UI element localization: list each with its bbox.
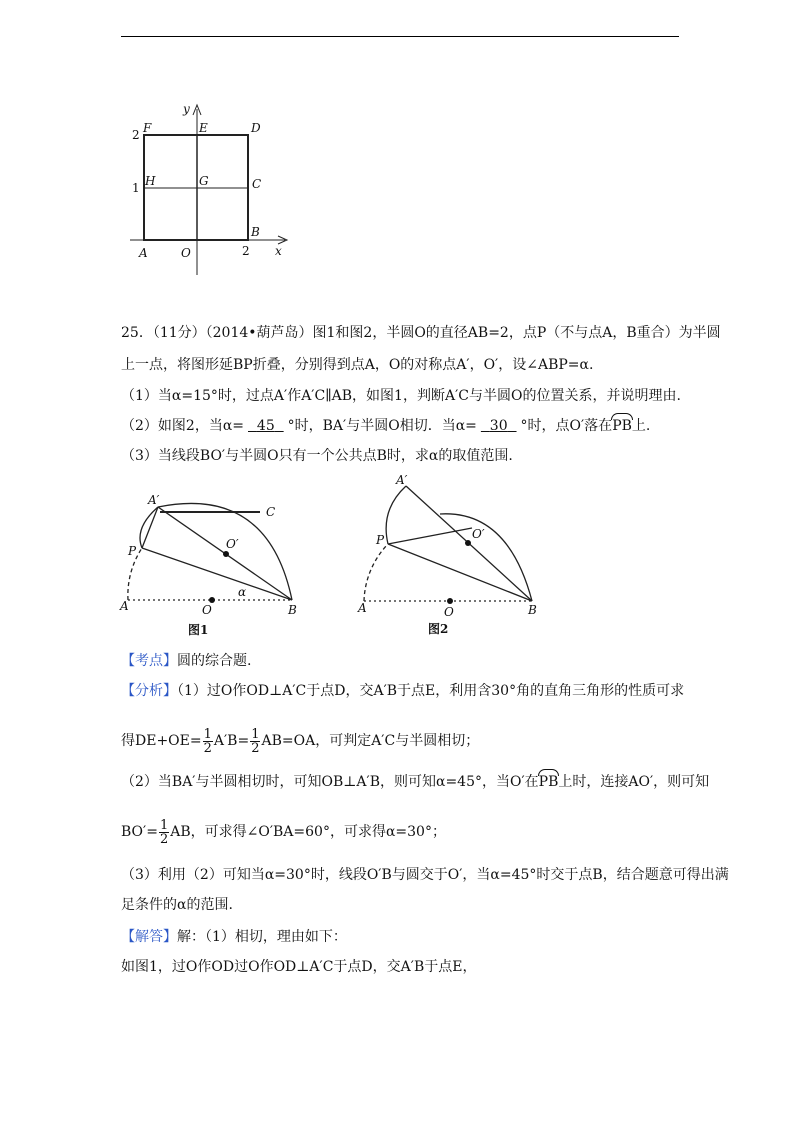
fenxi-line-4: [121, 818, 446, 846]
fenxi-line-5: （3）利用（2）可知当α=30°时，线段O′B与圆交于O′，当α=45°时交于点B，结合题意可得出满: [121, 867, 729, 883]
figure-1: [118, 490, 318, 640]
fraction-half-3: $\frac{1}{2}$: [159, 817, 169, 847]
fig2-caption: 图2: [428, 622, 449, 636]
answer-blank-2: 30: [489, 418, 508, 434]
fenxi-l2-a: 得DE+OE=: [121, 733, 202, 749]
fenxi-line-2: [121, 727, 479, 755]
fenxi-l3-a: （2）当BA′与半圆相切时，可知OB⊥A′B，则可知α=45°，当O′在: [121, 774, 539, 790]
tick-y-1: 1: [132, 181, 140, 195]
label-B: B: [251, 225, 260, 239]
tick-x-2: 2: [242, 244, 250, 258]
fig1-caption: 图1: [188, 623, 209, 637]
answer-blank-1: 45: [256, 418, 275, 434]
top-rule: [121, 36, 679, 37]
fenxi-line-6: 足条件的α的范围.: [121, 897, 233, 913]
fenxi-tag: 【分析】: [121, 683, 177, 699]
fig2-label-B: B: [528, 603, 537, 617]
jieda-tag: 【解答】: [121, 929, 177, 945]
figure-2: [348, 470, 548, 640]
x-axis-label: x: [275, 244, 282, 258]
fig1-label-C: C: [266, 505, 276, 519]
jieda-line-2: 如图1，过O作OD过O作OD⊥A′C于点D，交A′B于点E，: [121, 959, 477, 975]
kaodian-text: 圆的综合题.: [177, 653, 252, 669]
fig1-label-A: A: [120, 599, 129, 613]
q25-part2: [121, 416, 650, 436]
label-D: D: [251, 121, 261, 135]
fig1-label-O1: O′: [226, 537, 239, 551]
label-F: F: [143, 121, 152, 135]
kaodian-line: [121, 651, 251, 671]
q25-header-2: 上一点，将图形延BP折叠，分别得到点A，O的对称点A′，O′，设∠ABP=α.: [121, 357, 594, 373]
fenxi-l4-a: BO′=: [121, 824, 158, 840]
label-C: C: [252, 177, 262, 191]
y-axis-label: y: [183, 102, 190, 116]
arc-PB: PB: [612, 418, 632, 434]
kaodian-tag: 【考点】: [121, 653, 177, 669]
jieda-line: [121, 927, 347, 947]
q25-part2-b: °时，BA′与半圆O相切．当α=: [287, 418, 477, 434]
fenxi-l4-b: AB，可求得∠O′BA=60°，可求得α=30°；: [170, 824, 446, 840]
fig1-label-P: P: [128, 544, 137, 558]
q25-header: 25．（11分）（2014•葫芦岛）图1和图2，半圆O的直径AB=2，点P（不与点A，B重合）为半圆: [121, 325, 721, 341]
q25-part1: （1）当α=15°时，过点A′作A′C∥AB，如图1，判断A′C与半圆O的位置关系，并说明理由.: [121, 388, 681, 404]
fenxi-l2-b: A′B=: [213, 733, 250, 749]
fig1-label-A1: A′: [148, 493, 160, 507]
q25-part2-c: °时，点O′落在: [520, 418, 613, 434]
fig2-label-O1: O′: [472, 527, 485, 541]
fenxi-line-1: [121, 681, 684, 701]
fig2-label-O: O: [444, 605, 454, 619]
fraction-half-1: $\frac{1}{2}$: [203, 726, 212, 756]
label-O: O: [181, 246, 191, 260]
fenxi-l3-b: 上时，连接AO′，则可知: [558, 774, 710, 790]
label-E: E: [199, 121, 208, 135]
fig2-label-P: P: [376, 533, 385, 547]
fig2-label-A: A: [358, 601, 367, 615]
label-H: H: [145, 174, 156, 188]
arc-PB-2: PB: [538, 774, 559, 790]
fraction-half-2: $\frac{1}{2}$: [251, 726, 260, 756]
q25-part2-d: 上.: [631, 418, 651, 434]
jieda-text: 解：（1）相切，理由如下：: [177, 929, 347, 945]
fig1-label-O: O: [202, 603, 212, 617]
fig1-label-alpha: α: [238, 585, 247, 599]
label-G: G: [199, 174, 209, 188]
fig2-label-A1: A′: [396, 473, 408, 487]
q25-part2-a: （2）如图2，当α=: [121, 418, 244, 434]
q25-part3: （3）当线段BO′与半圆O只有一个公共点B时，求α的取值范围.: [121, 448, 513, 464]
fenxi-text-1: （1）过O作OD⊥A′C于点D，交A′B于点E，利用含30°角的直角三角形的性质可求: [177, 683, 685, 699]
coordinate-figure: [125, 95, 295, 280]
fenxi-l2-c: AB=OA，可判定A′C与半圆相切；: [261, 733, 480, 749]
fenxi-line-3: [121, 772, 709, 792]
tick-y-2: 2: [132, 128, 140, 142]
label-A: A: [139, 246, 148, 260]
fig1-label-B: B: [288, 603, 297, 617]
